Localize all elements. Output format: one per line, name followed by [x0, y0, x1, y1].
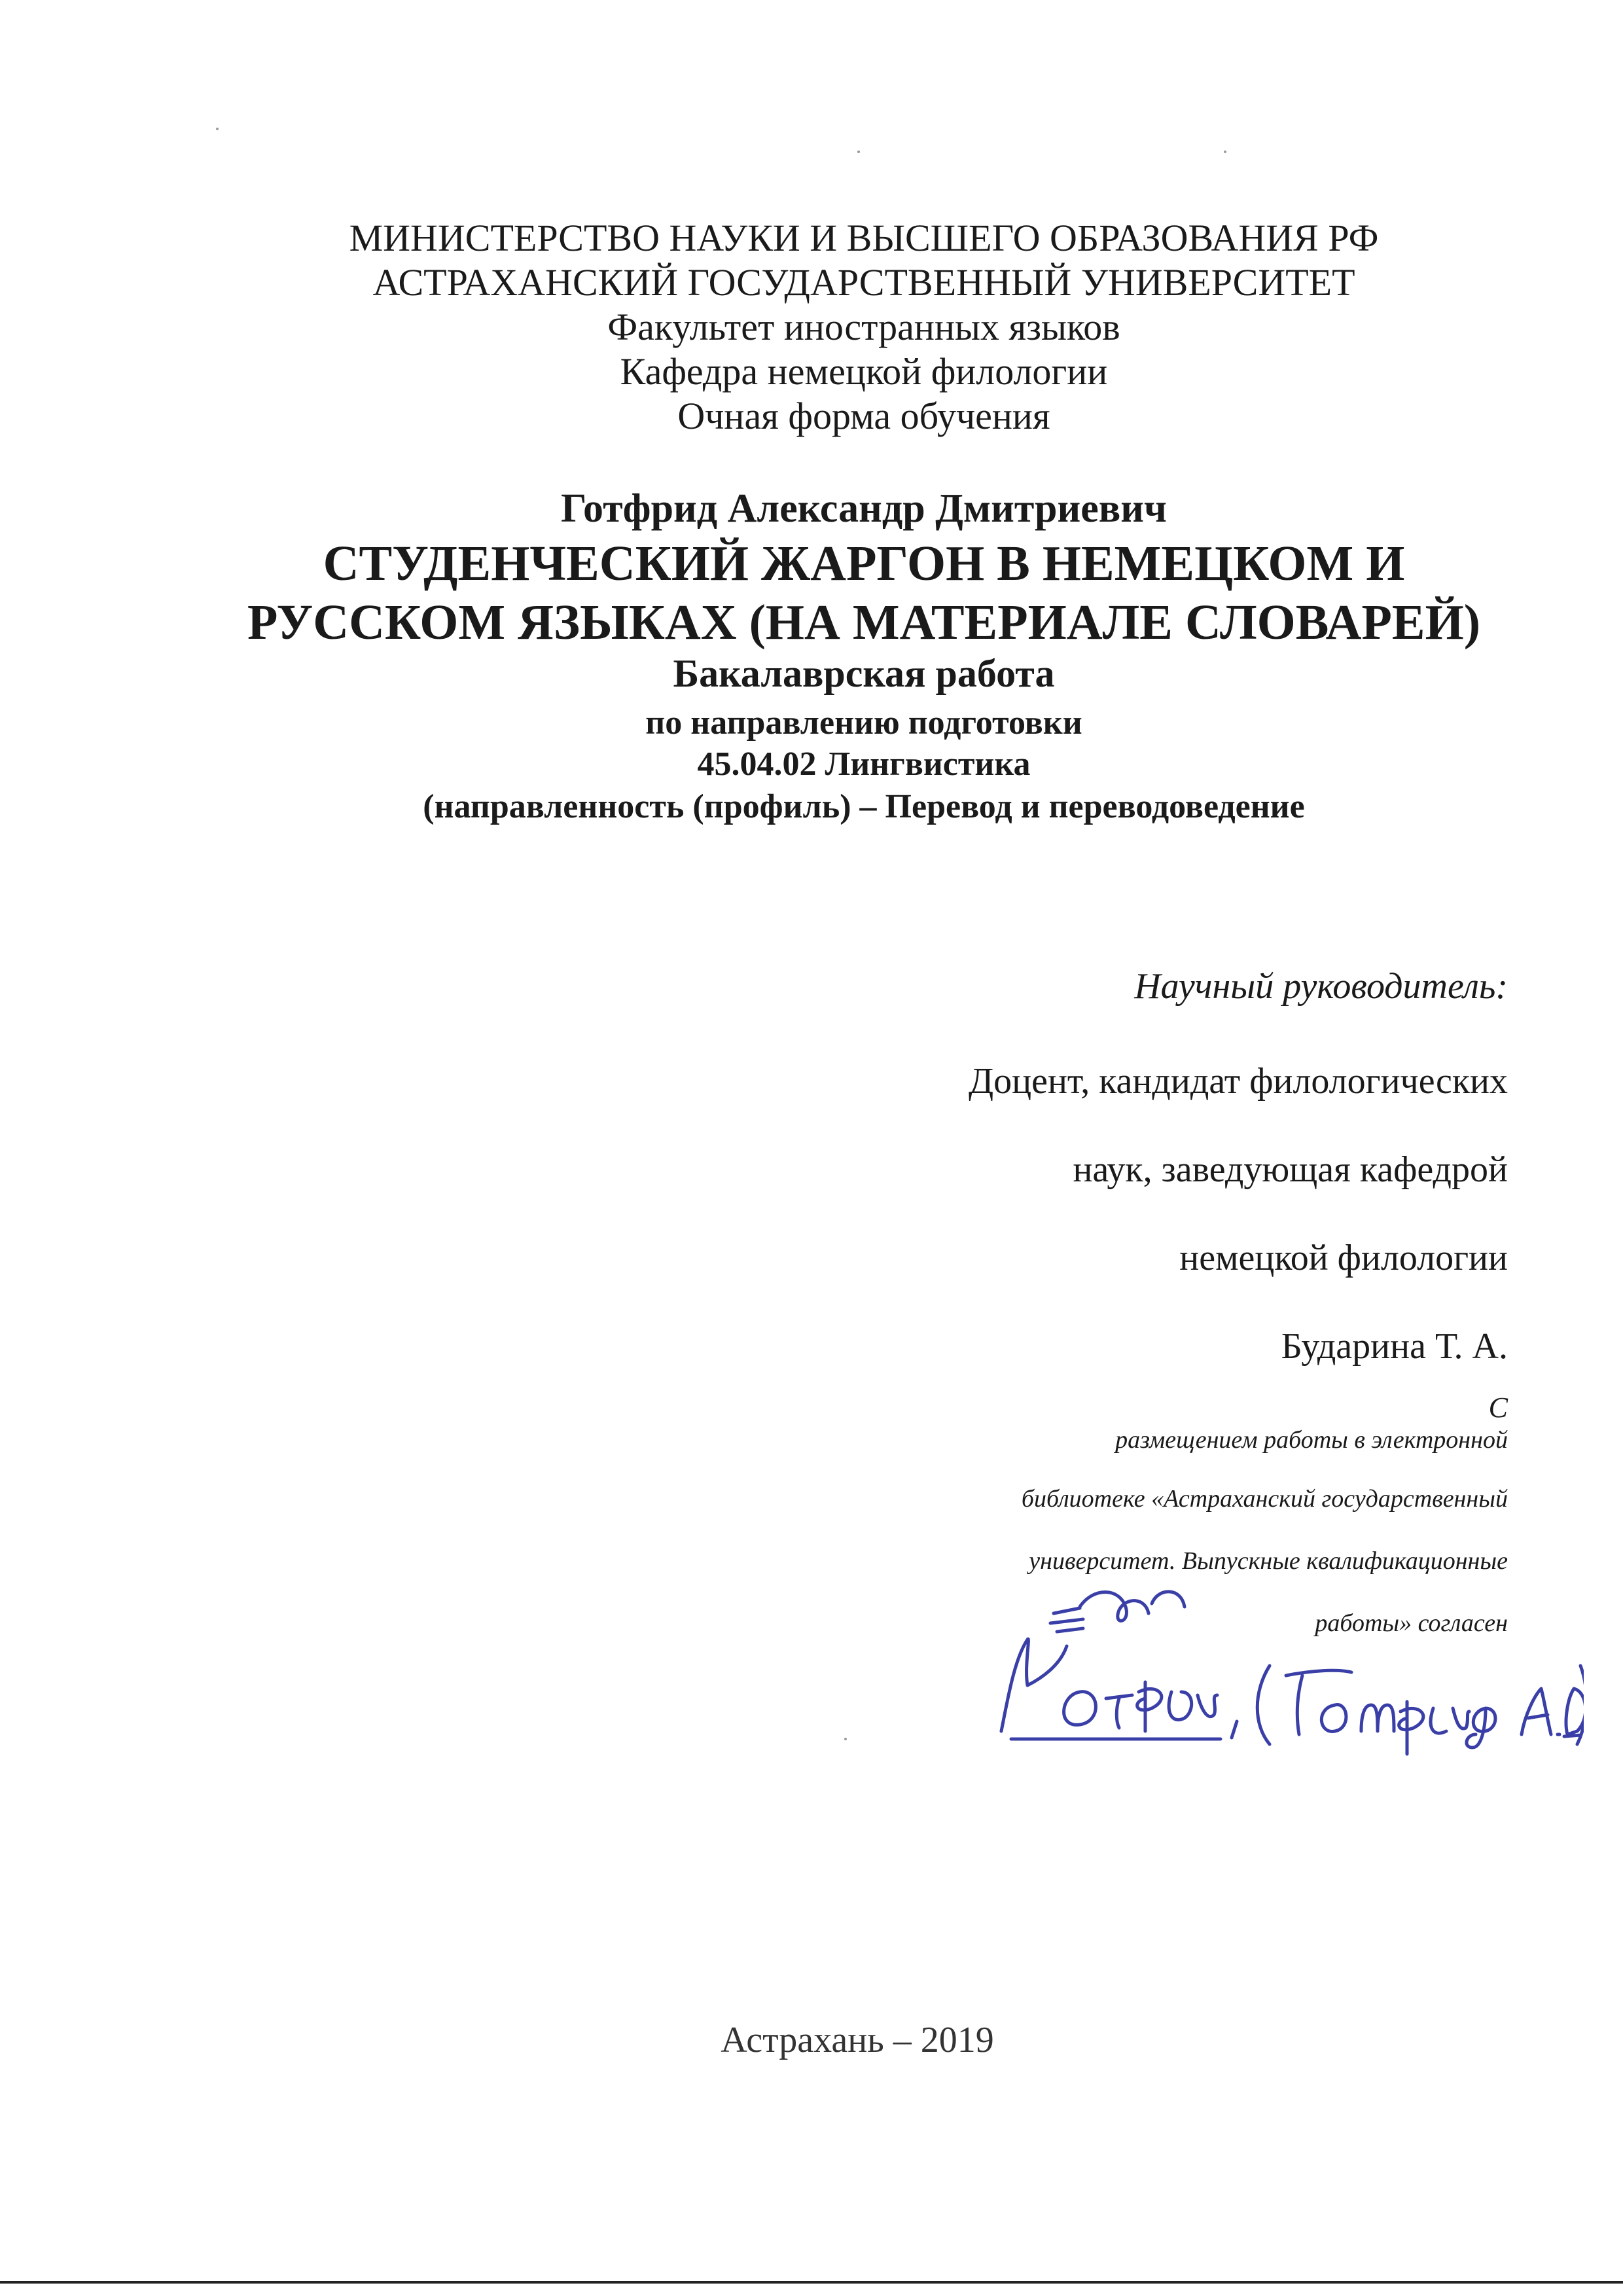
faculty-heading: Факультет иностранных языков — [607, 306, 1120, 348]
consent-line-0: С — [1488, 1391, 1508, 1424]
supervisor-title-line-3: немецкой филологии — [1179, 1238, 1508, 1278]
scan-speck — [1224, 151, 1226, 153]
thesis-title-line-1: СТУДЕНЧЕСКИЙ ЖАРГОН В НЕМЕЦКОМ И — [323, 536, 1405, 591]
handwritten-signature — [982, 1568, 1584, 1764]
place-and-year: Астрахань – 2019 — [721, 2020, 994, 2060]
work-type: Бакалаврская работа — [673, 652, 1055, 695]
supervisor-label: Научный руководитель: — [1134, 966, 1508, 1007]
consent-line-2: библиотеке «Астраханский государственный — [1021, 1485, 1508, 1513]
ministry-heading: МИНИСТЕРСТВО НАУКИ И ВЫСШЕГО ОБРАЗОВАНИЯ РФ — [349, 217, 1379, 259]
direction-code: 45.04.02 Лингвистика — [697, 745, 1031, 783]
scan-speck — [216, 128, 219, 130]
supervisor-title-line-2: наук, заведующая кафедрой — [1073, 1149, 1508, 1190]
scan-speck — [857, 151, 860, 153]
supervisor-title-line-1: Доцент, кандидат филологических — [968, 1061, 1508, 1102]
profile-line: (направленность (профиль) – Перевод и переводоведение — [423, 788, 1305, 825]
scan-speck — [844, 1738, 847, 1740]
direction-label: по направлению подготовки — [645, 704, 1082, 742]
supervisor-name: Бударина Т. А. — [1281, 1326, 1508, 1367]
study-form-heading: Очная форма обучения — [677, 395, 1050, 437]
consent-line-1: размещением работы в электронной — [1115, 1426, 1508, 1454]
university-heading: АСТРАХАНСКИЙ ГОСУДАРСТВЕННЫЙ УНИВЕРСИТЕТ — [372, 261, 1355, 304]
department-heading: Кафедра немецкой филологии — [620, 350, 1108, 393]
consent-line-4: работы» согласен — [1315, 1609, 1508, 1637]
consent-line-3: университет. Выпускные квалификационные — [1029, 1547, 1508, 1575]
author-name: Готфрид Александр Дмитриевич — [561, 486, 1167, 531]
bottom-rule — [0, 2281, 1623, 2284]
thesis-title-line-2: РУССКОМ ЯЗЫКАХ (НА МАТЕРИАЛЕ СЛОВАРЕЙ) — [247, 595, 1481, 650]
